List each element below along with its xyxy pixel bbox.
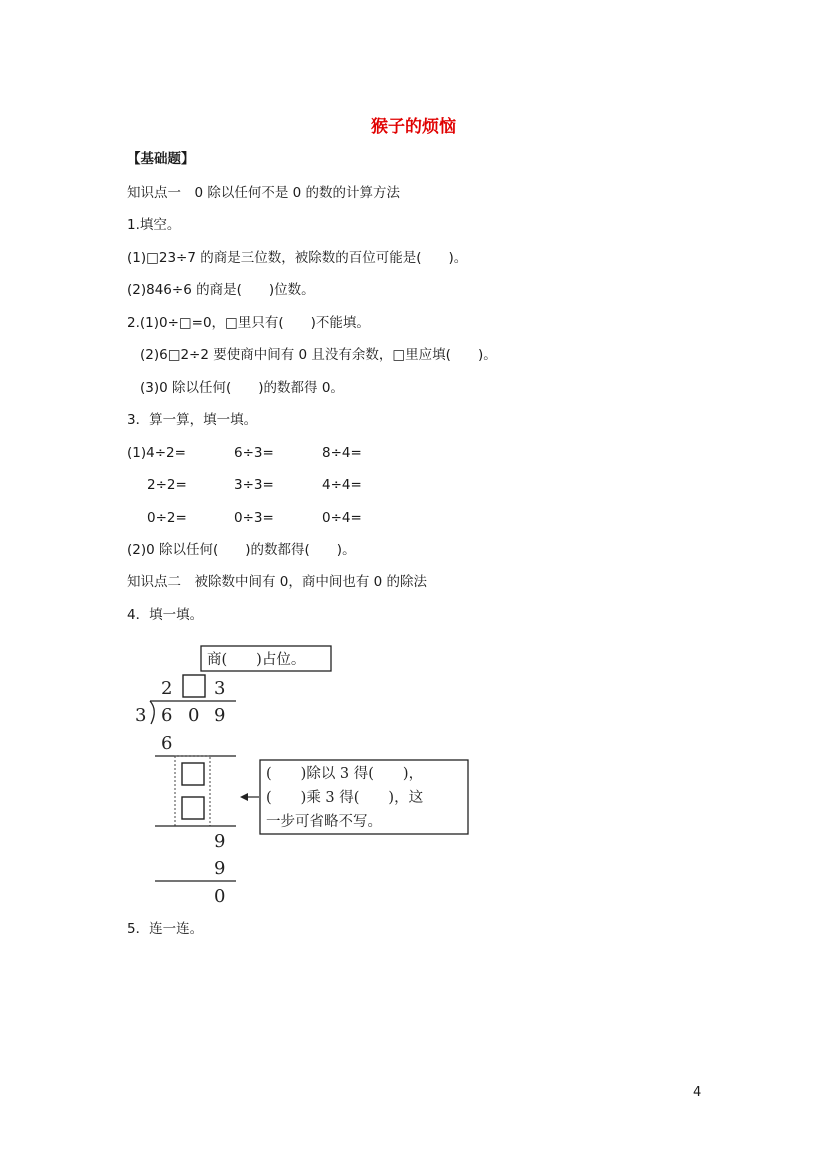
page-number: 4 — [693, 1085, 702, 1100]
question-1-1: (1)□23÷7 的商是三位数，被除数的百位可能是( )。 — [127, 250, 468, 266]
dividend-digit: 9 — [214, 705, 226, 726]
division-bracket — [150, 701, 154, 724]
calc-cell: 6÷3= — [234, 445, 274, 461]
calc-cell: 3÷3= — [234, 477, 274, 493]
long-division-diagram — [120, 640, 480, 910]
question-2-2: (2)6□2÷2 要使商中间有 0 且没有余数，□里应填( )。 — [140, 347, 497, 363]
question-2-3: (3)0 除以任何( )的数都得 0。 — [140, 380, 344, 396]
subtraction-digit: 6 — [161, 733, 173, 754]
explanation-line: ( )除以 3 得( )， — [266, 766, 424, 782]
dividend-digit: 0 — [188, 705, 200, 726]
blank-box[interactable] — [182, 797, 204, 819]
quotient-digit: 2 — [161, 678, 173, 699]
calc-cell: 0÷2= — [147, 510, 187, 526]
explanation-line: ( )乘 3 得( )，这 — [266, 790, 424, 806]
question-3: 3．算一算，填一填。 — [127, 412, 258, 428]
calc-cell: (1)4÷2= — [127, 445, 186, 461]
question-1: 1.填空。 — [127, 217, 181, 233]
blank-box[interactable] — [182, 763, 204, 785]
omitted-step-dashed-box — [175, 756, 210, 826]
explanation-line: 一步可省略不写。 — [266, 814, 382, 830]
question-3-2: (2)0 除以任何( )的数都得( )。 — [127, 542, 356, 558]
subtraction-digit: 9 — [214, 858, 226, 879]
remainder-digit: 9 — [214, 831, 226, 852]
remainder-digit: 0 — [214, 886, 226, 907]
question-4: 4．填一填。 — [127, 607, 204, 623]
question-1-2: (2)846÷6 的商是( )位数。 — [127, 282, 315, 298]
arrow-head-icon — [240, 793, 248, 801]
knowledge-point-1: 知识点一 0 除以任何不是 0 的数的计算方法 — [127, 185, 401, 201]
page-title: 猴子的烦恼 — [371, 117, 456, 137]
calc-cell: 2÷2= — [147, 477, 187, 493]
calc-cell: 8÷4= — [322, 445, 362, 461]
calc-cell: 0÷4= — [322, 510, 362, 526]
dividend-digit: 6 — [161, 705, 173, 726]
divisor: 3 — [135, 705, 147, 726]
quotient-digit: 3 — [214, 678, 226, 699]
calc-cell: 0÷3= — [234, 510, 274, 526]
calc-cell: 4÷4= — [322, 477, 362, 493]
question-5: 5．连一连。 — [127, 921, 204, 937]
quotient-blank-box[interactable] — [183, 675, 205, 697]
question-2-1: 2.(1)0÷□=0，□里只有( )不能填。 — [127, 315, 370, 331]
section-basic: 【基础题】 — [127, 151, 195, 167]
knowledge-point-2: 知识点二 被除数中间有 0，商中间也有 0 的除法 — [127, 574, 428, 590]
top-note-text: 商( )占位。 — [207, 652, 306, 668]
